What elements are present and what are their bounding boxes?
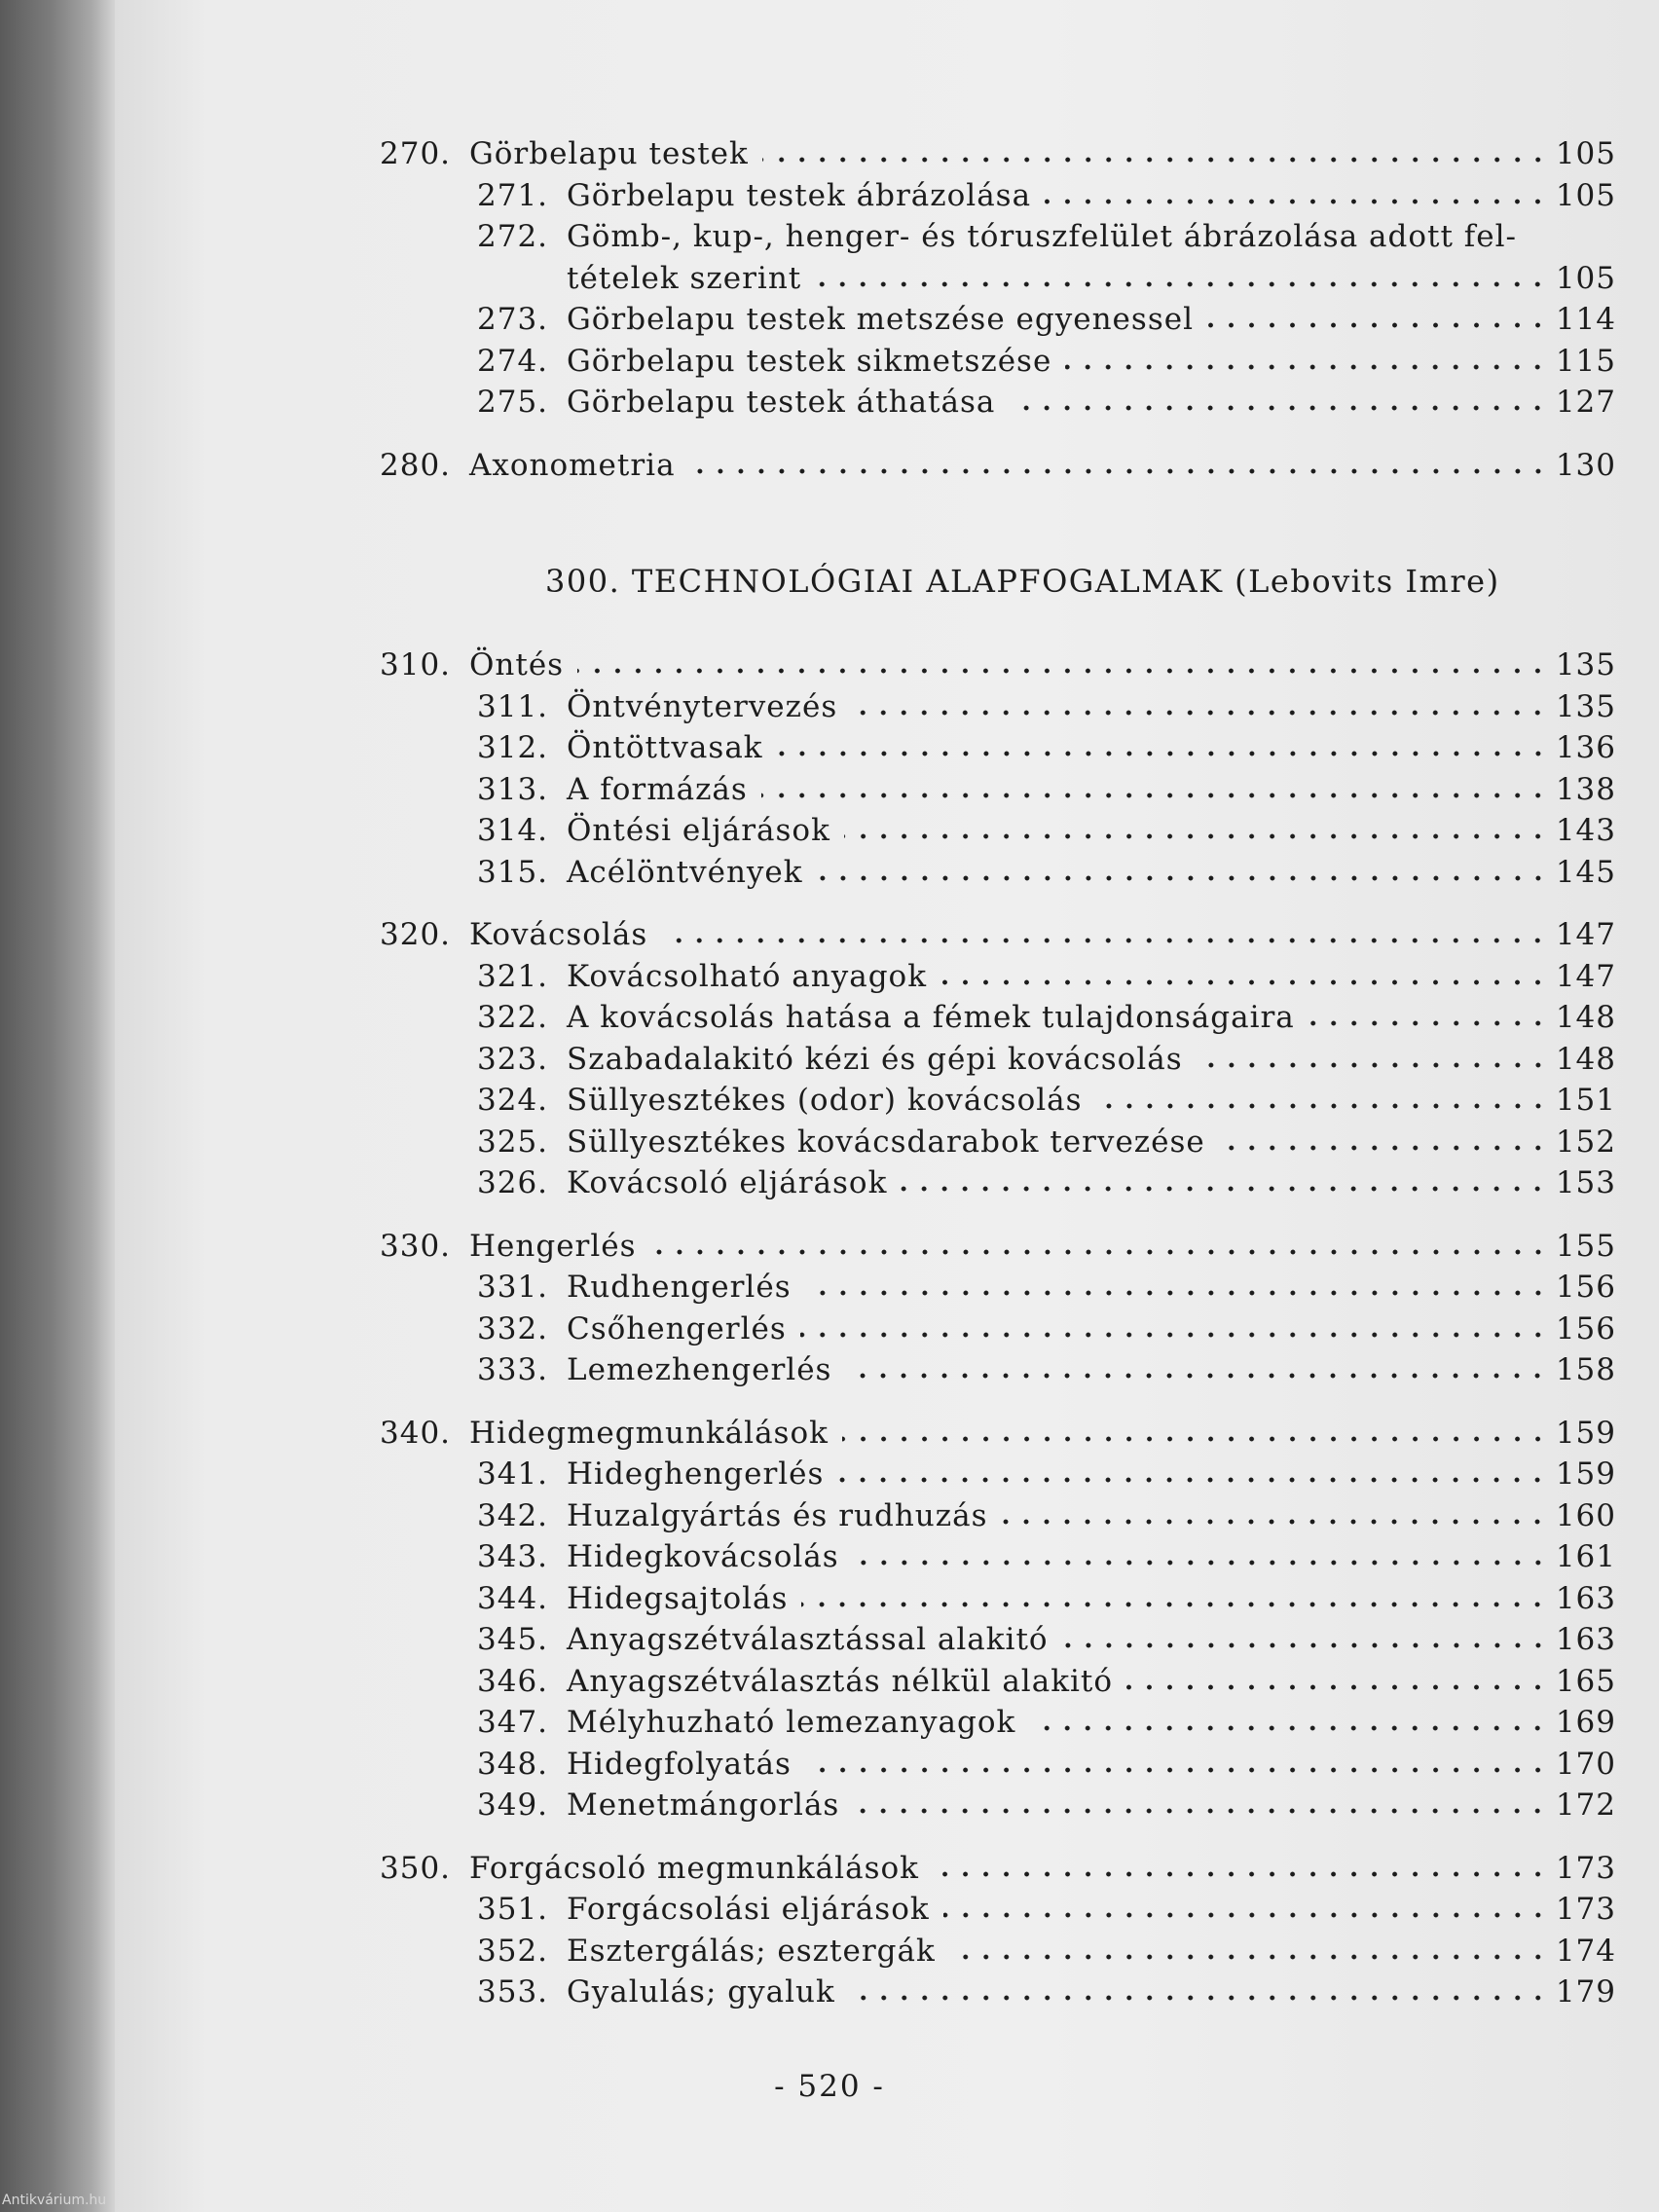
toc-entry [380, 448, 1616, 490]
dot-leader [805, 1766, 1548, 1774]
dot-leader [853, 1559, 1548, 1567]
entry-number: 347. [477, 1705, 549, 1740]
toc-subentry [380, 730, 1616, 772]
entry-title: Kovácsolható anyagok [567, 958, 927, 994]
entry-page: 172 [1555, 1788, 1616, 1823]
toc-subentry [380, 1539, 1616, 1581]
entry-title: Hidegkovácsolás [567, 1539, 839, 1574]
toc-group [380, 1851, 1616, 2016]
dot-leader [1096, 1102, 1548, 1110]
dot-leader [1309, 1019, 1548, 1027]
dot-leader [800, 1331, 1548, 1339]
toc-subentry [380, 302, 1616, 344]
entry-page: 148 [1555, 1041, 1616, 1077]
dot-leader [901, 1185, 1548, 1193]
entry-page: 156 [1555, 1310, 1616, 1346]
entry-title: Öntés [469, 647, 565, 682]
entry-title: Axonometria [469, 447, 676, 483]
toc-subentry [380, 689, 1616, 731]
entry-title: Öntési eljárások [567, 813, 830, 848]
dot-leader [777, 750, 1548, 757]
entry-number: 345. [477, 1622, 549, 1657]
entry-title: Anyagszétválasztással alakitó [567, 1622, 1049, 1657]
entry-number: 346. [477, 1663, 549, 1699]
entry-page: 138 [1555, 771, 1616, 807]
entry-title: Görbelapu testek metszése egyenessel [567, 302, 1194, 337]
entry-title: Gömb-, kup-, henger- és tóruszfelület ábrázolása adott fel- [567, 219, 1517, 254]
dot-leader [805, 1289, 1548, 1297]
entry-page: 170 [1555, 1746, 1616, 1782]
dot-leader [1197, 1061, 1548, 1069]
entry-page: 115 [1555, 343, 1616, 379]
entry-title: Hengerlés [469, 1228, 637, 1264]
book-spine-shadow [0, 0, 115, 2212]
entry-title: Görbelapu testek [469, 136, 749, 171]
toc-subentry [380, 344, 1616, 386]
toc-entry [380, 136, 1616, 178]
entry-number: 350. [380, 1850, 452, 1886]
entry-title: Görbelapu testek áthatása [567, 385, 996, 420]
entry-title: Görbelapu testek ábrázolása [567, 177, 1032, 213]
entry-page: 147 [1555, 917, 1616, 952]
toc-subentry [380, 1165, 1616, 1207]
entry-number: 273. [477, 302, 549, 337]
page-number: - 520 - [774, 2069, 885, 2104]
entry-number: 315. [477, 854, 549, 890]
dot-leader [1045, 198, 1548, 205]
entry-title: A formázás [567, 771, 748, 807]
entry-number: 324. [477, 1083, 549, 1118]
entry-page: 179 [1555, 1974, 1616, 2009]
entry-title-line [567, 219, 1616, 261]
toc-subentry [380, 1124, 1616, 1166]
dot-leader [845, 1372, 1548, 1380]
entry-page: 173 [1555, 1892, 1616, 1927]
toc-subentry [380, 855, 1616, 897]
entry-number: 341. [477, 1456, 549, 1492]
entry-title: Rudhengerlés [567, 1270, 792, 1305]
entry-page: 130 [1555, 447, 1616, 483]
entry-title: Acélöntvények [567, 854, 803, 890]
entry-number: 274. [477, 343, 549, 379]
entry-page: 161 [1555, 1539, 1616, 1574]
entry-number: 313. [477, 771, 549, 807]
entry-title: Görbelapu testek sikmetszése [567, 343, 1052, 379]
toc-subentry [380, 178, 1616, 220]
entry-title: Kovácsoló eljárások [567, 1165, 888, 1200]
entry-title: Hidegfolyatás [567, 1746, 792, 1782]
entry-number: 348. [477, 1746, 549, 1782]
entry-number: 342. [477, 1497, 549, 1533]
entry-number: 270. [380, 136, 452, 171]
entry-page: 127 [1555, 385, 1616, 420]
dot-leader [817, 874, 1548, 882]
entry-number: 330. [380, 1228, 452, 1264]
toc-subentry [380, 813, 1616, 855]
entry-page: 147 [1555, 958, 1616, 994]
toc-subentry [380, 1622, 1616, 1664]
entry-page: 159 [1555, 1415, 1616, 1451]
dot-leader [943, 1911, 1548, 1919]
entry-number: 344. [477, 1580, 549, 1616]
toc-subentry [380, 219, 1616, 302]
toc-group [380, 1416, 1616, 1829]
dot-leader [1126, 1683, 1548, 1691]
toc-subentry [380, 1788, 1616, 1829]
entry-title: Forgácsolási eljárások [567, 1892, 930, 1927]
watermark: Antikvárium.hu [2, 2193, 107, 2208]
entry-page: 153 [1555, 1165, 1616, 1200]
toc-subentry [380, 1892, 1616, 1934]
dot-leader [849, 1994, 1548, 2002]
dot-leader [1009, 404, 1548, 412]
entry-page: 136 [1555, 730, 1616, 765]
entry-number: 340. [380, 1415, 452, 1451]
entry-page: 163 [1555, 1580, 1616, 1616]
entry-number: 271. [477, 177, 549, 213]
dot-leader [844, 832, 1548, 840]
dot-leader [853, 1807, 1548, 1815]
entry-number: 310. [380, 647, 452, 682]
toc-part-upper [380, 136, 1616, 510]
entry-number: 322. [477, 1000, 549, 1035]
toc-subentry [380, 1747, 1616, 1788]
entry-number: 321. [477, 958, 549, 994]
entry-page: 155 [1555, 1228, 1616, 1264]
toc-subentry [380, 1042, 1616, 1084]
dot-leader [689, 467, 1548, 475]
toc-subentry [380, 1083, 1616, 1124]
entry-page: 145 [1555, 854, 1616, 890]
dot-leader [837, 1476, 1548, 1484]
entry-title: Menetmángorlás [567, 1788, 840, 1823]
dot-leader [577, 667, 1548, 675]
toc-subentry [380, 959, 1616, 1001]
toc-entry [380, 1416, 1616, 1457]
toc-subentry [380, 1705, 1616, 1747]
dot-leader [851, 709, 1548, 717]
toc-subentry [380, 1352, 1616, 1394]
dot-leader [815, 280, 1548, 288]
toc-subentry [380, 1000, 1616, 1042]
entry-number: 343. [477, 1539, 549, 1574]
entry-title: Hideghengerlés [567, 1456, 825, 1492]
toc-subentry [380, 1934, 1616, 1975]
entry-number: 333. [477, 1352, 549, 1387]
entry-page: 148 [1555, 1000, 1616, 1035]
entry-number: 312. [477, 730, 549, 765]
toc-entry [380, 917, 1616, 959]
entry-number: 331. [477, 1270, 549, 1305]
dot-leader [801, 1601, 1548, 1608]
entry-page: 114 [1555, 302, 1616, 337]
entry-number: 272. [477, 219, 549, 254]
dot-leader [1219, 1144, 1548, 1152]
entry-page: 173 [1555, 1850, 1616, 1886]
entry-page: 158 [1555, 1352, 1616, 1387]
toc-subentry [380, 1664, 1616, 1706]
entry-title: Kovácsolás [469, 917, 648, 952]
dot-leader [842, 1435, 1548, 1443]
entry-number: 314. [477, 813, 549, 848]
entry-page: 169 [1555, 1705, 1616, 1740]
entry-page: 156 [1555, 1270, 1616, 1305]
entry-number: 332. [477, 1310, 549, 1346]
entry-page: 174 [1555, 1933, 1616, 1969]
entry-page: 159 [1555, 1456, 1616, 1492]
entry-title-wrapped [567, 219, 1616, 302]
toc-subentry [380, 385, 1616, 426]
entry-title: A kovácsolás hatása a fémek tulajdonságaira [567, 1000, 1295, 1035]
entry-number: 311. [477, 688, 549, 724]
entry-title: Szabadalakitó kézi és gépi kovácsolás [567, 1041, 1183, 1077]
toc-group [380, 647, 1616, 896]
entry-number: 275. [477, 385, 549, 420]
entry-page: 163 [1555, 1622, 1616, 1657]
entry-page: 151 [1555, 1083, 1616, 1118]
dot-leader [1207, 321, 1548, 329]
toc-group [380, 136, 1616, 426]
entry-number: 325. [477, 1124, 549, 1160]
entry-title: Süllyesztékes (odor) kovácsolás [567, 1083, 1083, 1118]
entry-title-line [567, 261, 1616, 303]
entry-number: 351. [477, 1892, 549, 1927]
entry-number: 280. [380, 447, 452, 483]
entry-title: Gyalulás; gyaluk [567, 1974, 835, 2009]
toc-subentry [380, 1311, 1616, 1353]
dot-leader [1062, 1641, 1548, 1649]
entry-page: 160 [1555, 1497, 1616, 1533]
dot-leader [949, 1953, 1548, 1961]
dot-leader [1001, 1518, 1548, 1526]
dot-leader [762, 156, 1548, 164]
dot-leader [650, 1248, 1548, 1256]
dot-leader [1029, 1724, 1548, 1732]
entry-page: 135 [1555, 688, 1616, 724]
entry-title: Anyagszétválasztás nélkül alakitó [567, 1663, 1114, 1699]
toc-group [380, 448, 1616, 490]
toc-part-lower [380, 647, 1616, 2038]
toc-subentry [380, 1974, 1616, 2016]
toc-subentry [380, 1498, 1616, 1540]
toc-entry [380, 1229, 1616, 1271]
toc-subentry [380, 772, 1616, 814]
section-heading: 300. TECHNOLÓGIAI ALAPFOGALMAK (Lebovits Imre) [545, 563, 1500, 600]
entry-title: Forgácsoló megmunkálások [469, 1850, 919, 1886]
toc-subentry [380, 1270, 1616, 1311]
dot-leader [933, 1870, 1548, 1878]
entry-title: Hidegmegmunkálások [469, 1415, 829, 1451]
entry-title: Lemezhengerlés [567, 1352, 832, 1387]
toc-group [380, 917, 1616, 1207]
entry-page: 105 [1555, 136, 1616, 171]
toc-group [380, 1229, 1616, 1394]
entry-title: tételek szerint [567, 260, 802, 296]
entry-title: Hidegsajtolás [567, 1580, 789, 1616]
entry-page: 152 [1555, 1124, 1616, 1160]
toc-subentry [380, 1456, 1616, 1498]
entry-title: Öntöttvasak [567, 730, 763, 765]
toc-subentry [380, 1581, 1616, 1623]
entry-title: Huzalgyártás és rudhuzás [567, 1497, 988, 1533]
entry-title: Süllyesztékes kovácsdarabok tervezése [567, 1124, 1205, 1160]
entry-title: Öntvénytervezés [567, 688, 838, 724]
dot-leader [761, 792, 1548, 799]
entry-page: 143 [1555, 813, 1616, 848]
entry-number: 349. [477, 1788, 549, 1823]
entry-page: 105 [1555, 177, 1616, 213]
dot-leader [661, 937, 1548, 944]
entry-title: Csőhengerlés [567, 1310, 787, 1346]
toc-entry [380, 1851, 1616, 1893]
entry-title: Esztergálás; esztergák [567, 1933, 936, 1969]
entry-number: 352. [477, 1933, 549, 1969]
entry-page: 105 [1555, 260, 1616, 296]
entry-number: 326. [477, 1165, 549, 1200]
dot-leader [1065, 363, 1548, 371]
toc-entry [380, 647, 1616, 689]
entry-page: 165 [1555, 1663, 1616, 1699]
entry-number: 323. [477, 1041, 549, 1077]
entry-number: 353. [477, 1974, 549, 2009]
dot-leader [940, 978, 1548, 986]
entry-title: Mélyhuzható lemezanyagok [567, 1705, 1016, 1740]
entry-page: 135 [1555, 647, 1616, 682]
entry-number: 320. [380, 917, 452, 952]
